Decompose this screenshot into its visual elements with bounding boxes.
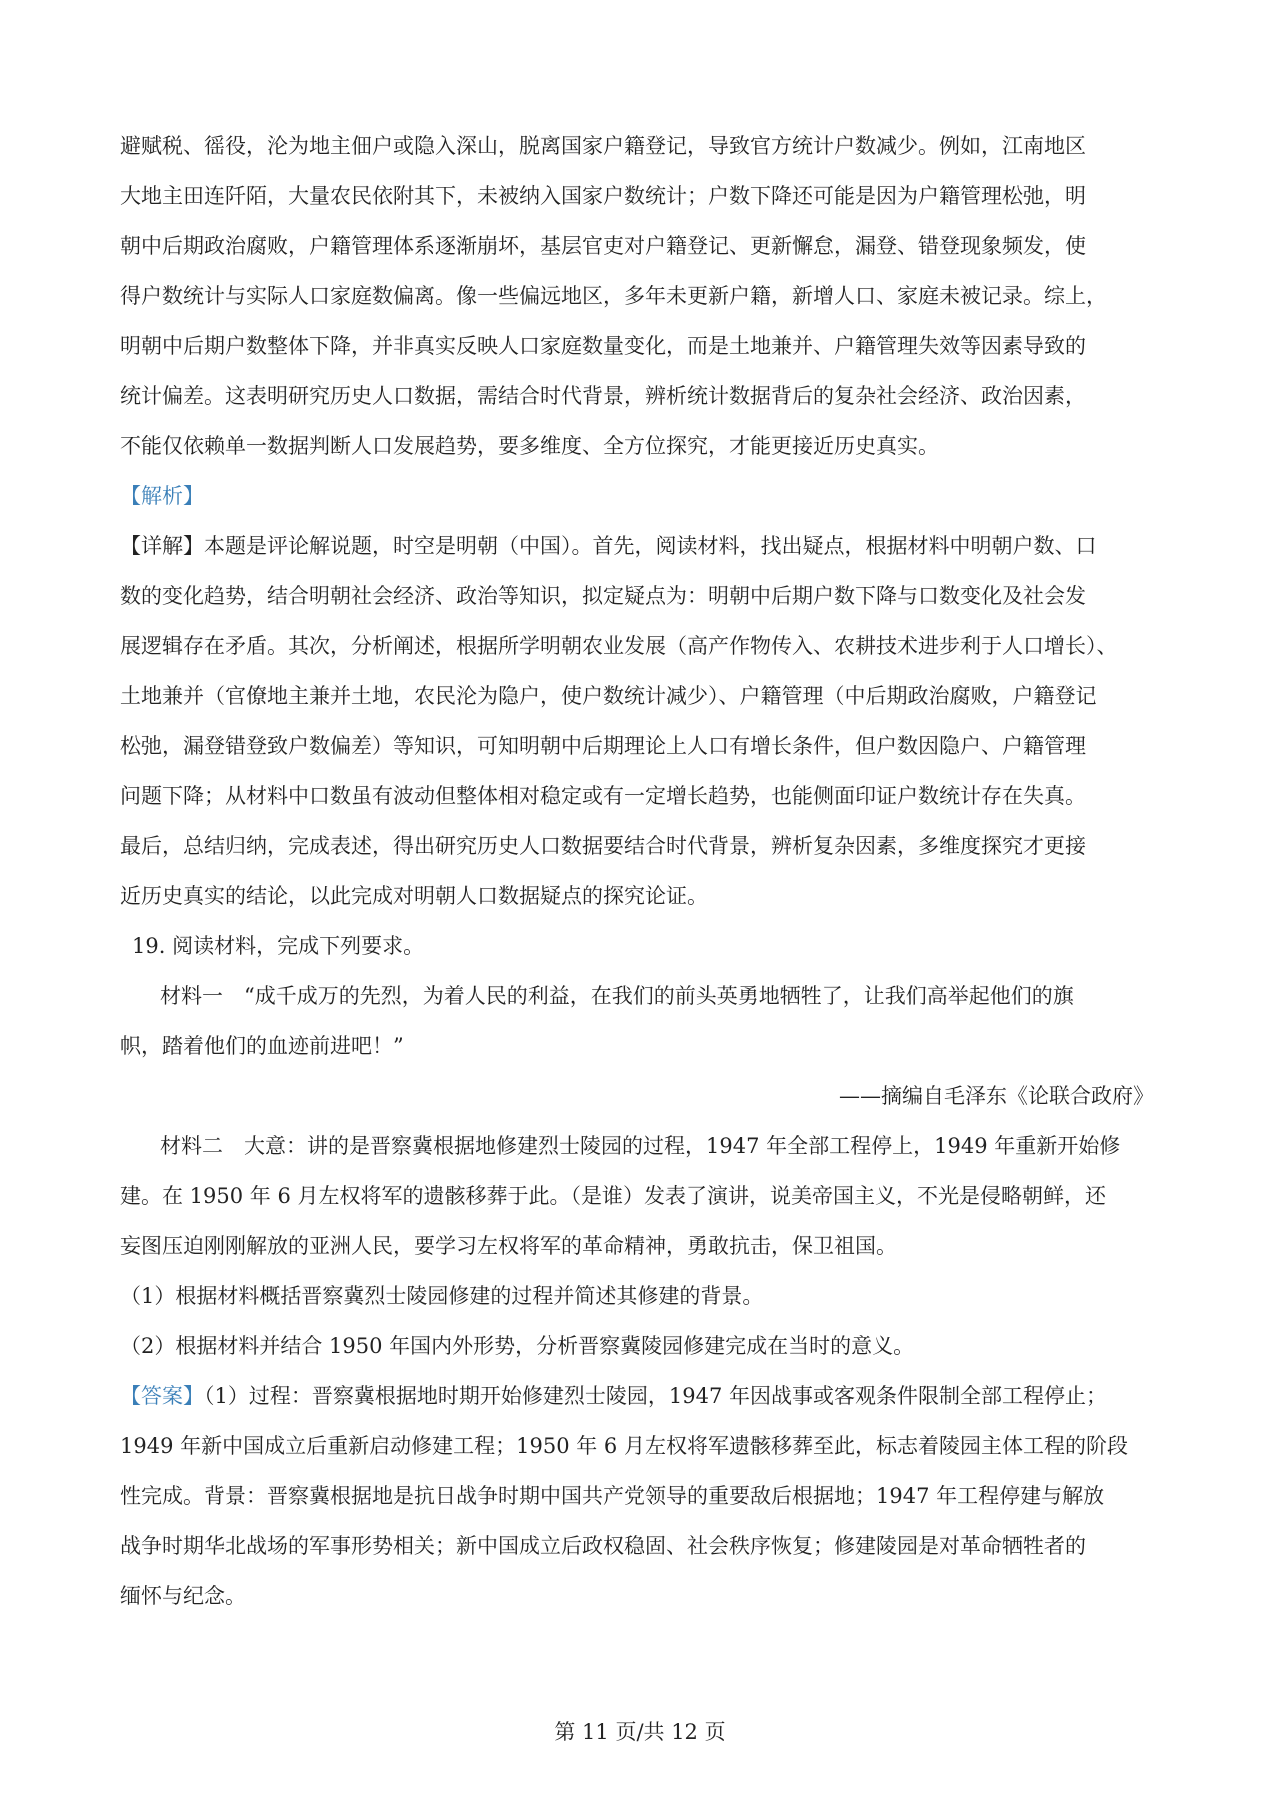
detail-text: 本题是评论解说题，时空是明朝（中国）。首先，阅读材料，找出疑点，根据材料中明朝户数、口 (204, 534, 1097, 558)
paragraph-line: 得户数统计与实际人口家庭数偏离。像一些偏远地区，多年未更新户籍，新增人口、家庭未被记录。综上， (120, 284, 1107, 308)
detail-line: 土地兼并（官僚地主兼并土地，农民沦为隐户，使户数统计减少）、户籍管理（中后期政治腐败，户籍登记 (120, 684, 1097, 708)
detail-line: 问题下降；从材料中口数虽有波动但整体相对稳定或有一定增长趋势，也能侧面印证户数统计存在失真。 (120, 784, 1086, 808)
material2-line: 妄图压迫刚刚解放的亚洲人民，要学习左权将军的革命精神，勇敢抗击，保卫祖国。 (120, 1234, 897, 1258)
material1-source: ——摘编自毛泽东《论联合政府》 (839, 1084, 1154, 1108)
answer-tag: 【答案】 (120, 1384, 204, 1408)
material2-line: 材料二 大意：讲的是晋察冀根据地修建烈士陵园的过程，1947 年全部工程停上，1949 年重新开始修 (160, 1134, 1121, 1158)
detail-line: 展逻辑存在矛盾。其次，分析阐述，根据所学明朝农业发展（高产作物传入、农耕技术进步利于人口增长）、 (120, 634, 1118, 658)
analysis-tag: 【解析】 (120, 484, 204, 508)
answer-text: （1）过程：晋察冀根据地时期开始修建烈士陵园，1947 年因战事或客观条件限制全部工程停止； (204, 1384, 1107, 1408)
answer-line: 战争时期华北战场的军事形势相关；新中国成立后政权稳固、社会秩序恢复；修建陵园是对革命牺牲者的 (120, 1534, 1086, 1558)
detail-line (120, 532, 1097, 560)
answer-line: 1949 年新中国成立后重新启动修建工程；1950 年 6 月左权将军遗骸移葬至此，标志着陵园主体工程的阶段 (120, 1434, 1128, 1458)
paragraph-line: 大地主田连阡陌，大量农民依附其下，未被纳入国家户数统计；户数下降还可能是因为户籍管理松弛，明 (120, 184, 1086, 208)
paragraph-line: 明朝中后期户数整体下降，并非真实反映人口家庭数量变化，而是土地兼并、户籍管理失效等因素导致的 (120, 334, 1086, 358)
paragraph-line: 不能仅依赖单一数据判断人口发展趋势，要多维度、全方位探究，才能更接近历史真实。 (120, 434, 939, 458)
detail-line: 数的变化趋势，结合明朝社会经济、政治等知识，拟定疑点为：明朝中后期户数下降与口数变化及社会发 (120, 584, 1086, 608)
answer-line: 性完成。背景：晋察冀根据地是抗日战争时期中国共产党领导的重要敌后根据地；1947 年工程停建与解放 (120, 1484, 1105, 1508)
material1-line: 帜，踏着他们的血迹前进吧！” (120, 1034, 404, 1058)
sub-question: （2）根据材料并结合 1950 年国内外形势，分析晋察冀陵园修建完成在当时的意义。 (120, 1334, 915, 1358)
paragraph-line: 统计偏差。这表明研究历史人口数据，需结合时代背景，辨析统计数据背后的复杂社会经济、政治因素， (120, 384, 1086, 408)
detail-line: 松弛，漏登错登致户数偏差）等知识，可知明朝中后期理论上人口有增长条件，但户数因隐户、户籍管理 (120, 734, 1086, 758)
answer-line (120, 1382, 1107, 1410)
material2-line: 建。在 1950 年 6 月左权将军的遗骸移葬于此。（是谁）发表了演讲，说美帝国主义，不光是侵略朝鲜，还 (120, 1184, 1107, 1208)
sub-question: （1）根据材料概括晋察冀烈士陵园修建的过程并简述其修建的背景。 (120, 1284, 764, 1308)
detail-line: 近历史真实的结论，以此完成对明朝人口数据疑点的探究论证。 (120, 884, 708, 908)
page-footer: 第 11 页/共 12 页 (554, 1720, 726, 1744)
paragraph-line: 朝中后期政治腐败，户籍管理体系逐渐崩坏，基层官吏对户籍登记、更新懈怠，漏登、错登现象频发，使 (120, 234, 1086, 258)
paragraph-line: 避赋税、徭役，沦为地主佃户或隐入深山，脱离国家户籍登记，导致官方统计户数减少。例如，江南地区 (120, 134, 1086, 158)
question-title: 19. 阅读材料，完成下列要求。 (132, 934, 425, 958)
material1-line: 材料一 “成千成万的先烈，为着人民的利益，在我们的前头英勇地牺牲了，让我们高举起他们的旗 (160, 984, 1074, 1008)
detail-line: 最后，总结归纳，完成表述，得出研究历史人口数据要结合时代背景，辨析复杂因素，多维度探究才更接 (120, 834, 1086, 858)
answer-line: 缅怀与纪念。 (120, 1584, 246, 1608)
detail-tag: 【详解】 (120, 534, 204, 558)
